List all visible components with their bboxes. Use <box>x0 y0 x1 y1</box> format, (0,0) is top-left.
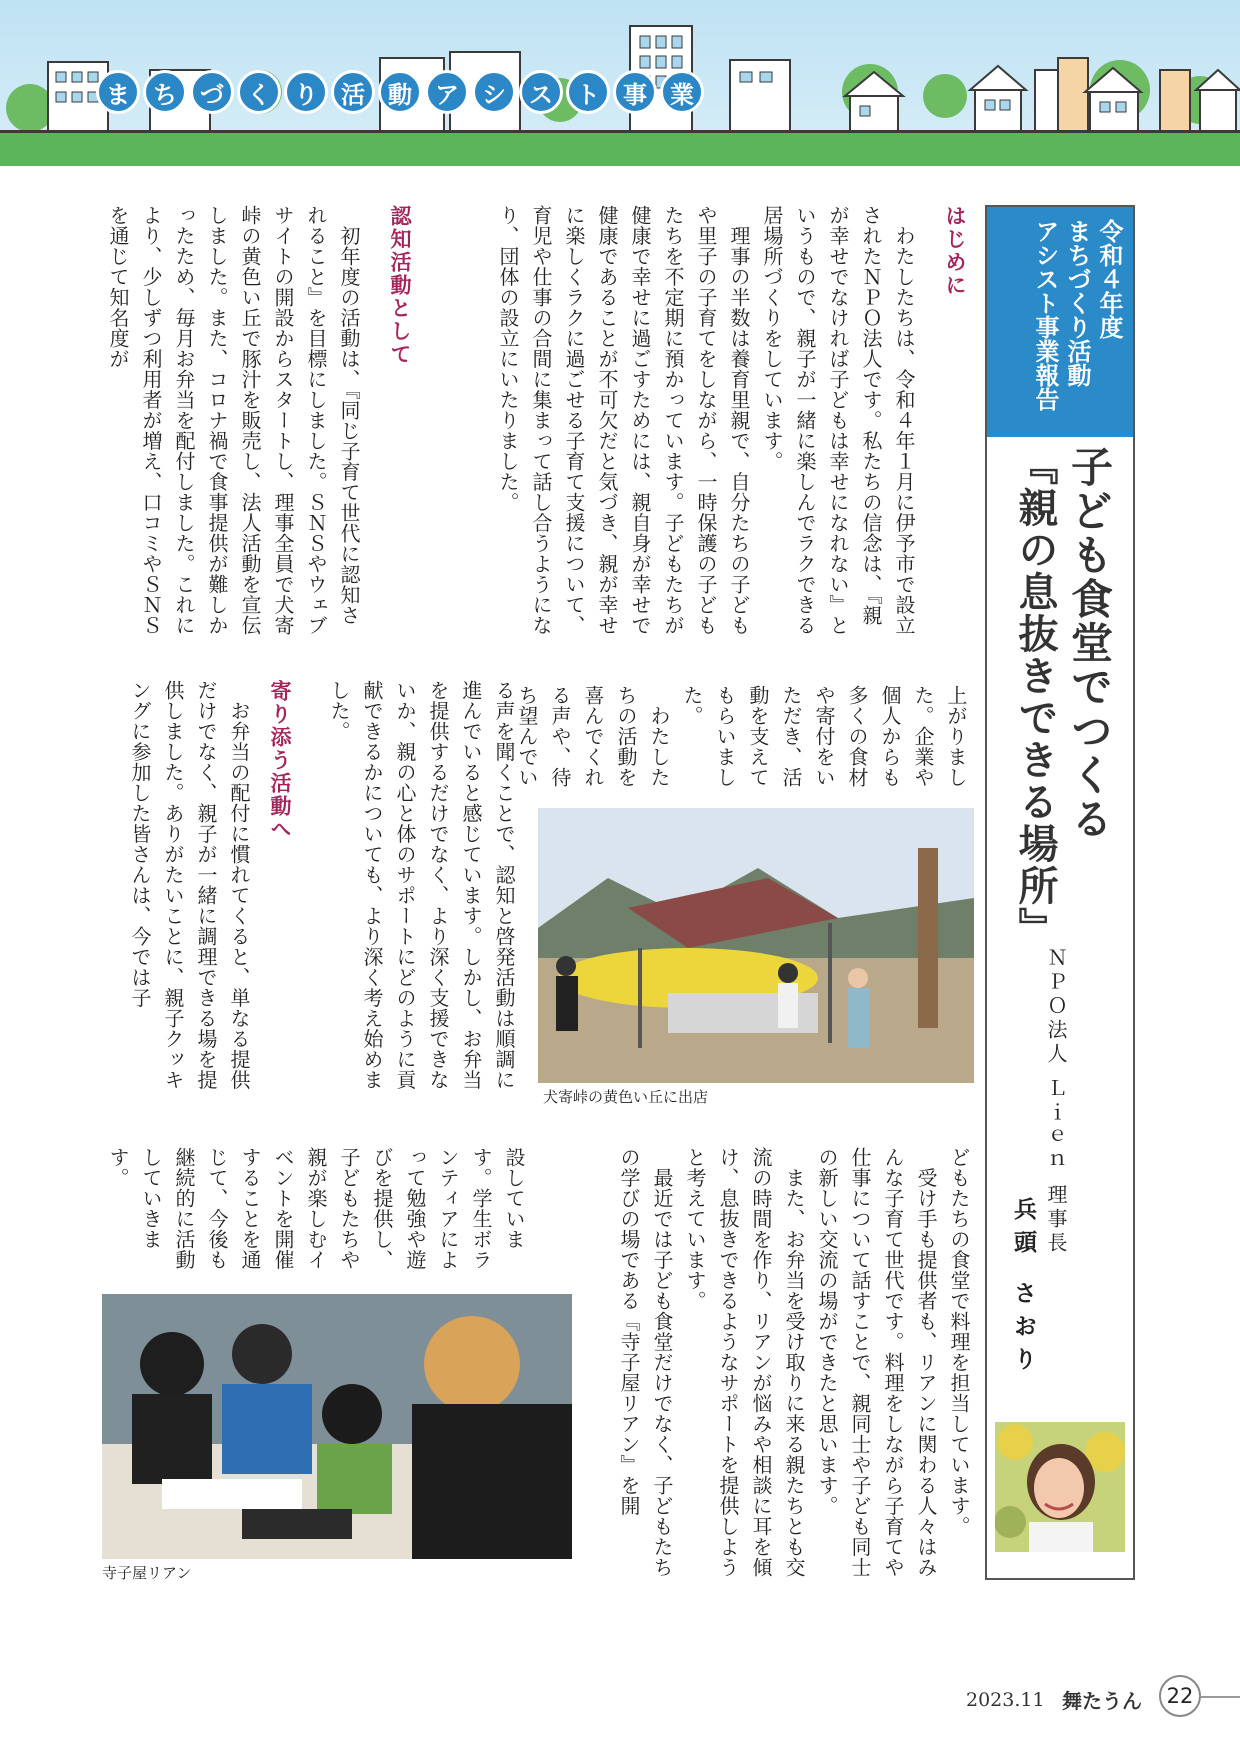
banner-char-badge: 事 <box>613 70 657 114</box>
banner-char-badge: ト <box>566 70 610 114</box>
community-body: どもたちの食堂で料理を担当しています。 受け手も提供者も、リアンに関わる人々はみんな子育て世代です。料理をしながら子育てや仕事について話すことで、親同士や子ども同士の新しい交流の場ができたと思います。 また、お弁当を受け取りに来る親たちとも交流の時間を作り、リアンが悩みや相談に耳を傾け、息抜きできるようなサポートを提供しようと考えています。 最近では子ども食堂だけでなく、子どもたちの学びの場である『寺子屋リアン』を開 <box>617 1147 971 1578</box>
banner-title <box>96 70 704 114</box>
activity-body-lower: る声を聞くことで、認知と啓発活動は順調に進んでいると感じています。しかし、お弁当を提供するだけでなく、より深く支援できないか、親の心と体のサポートにどのように貢献できるかについても、より深く考え始めました。 <box>327 680 516 1090</box>
market-photo-caption: 犬寄峠の黄色い丘に出店 <box>543 1088 709 1106</box>
banner-char-badge: シ <box>472 70 516 114</box>
activity-body-upper: 上がりました。企業や個人からも多くの食材や寄付をいただき、活動を支えてもらいました。 わたしたちの活動を喜んでくれる声や、待ち望んでい <box>515 685 968 788</box>
footer-rule <box>1201 1696 1240 1698</box>
banner-char-badge: 活 <box>331 70 375 114</box>
author-name: 兵頭 さおり <box>1010 1197 1036 1381</box>
article-title-line2: 『親の息抜きできる場所』 <box>1012 445 1059 949</box>
terakoya-body: 設していま す。学生ボランティアによって勉強や遊びを提供し、子どもたちや親が楽しむイベントを開催することを通じて、今後も継続的に活動していきます。 <box>106 1147 526 1270</box>
banner-char-badge: ち <box>143 70 187 114</box>
banner-char-badge: ス <box>519 70 563 114</box>
recognition-body: 初年度の活動は、『同じ子育て世代に認知されること』を目標にしました。ＳＮＳやウェブサイトの開設からスタートし、理事全員で犬寄峠の黄色い丘で豚汁を販売し、法人活動を宣伝しました。また、コロナ禍で食事提供が難しかったため、毎月お弁当を配付しました。これにより、少しずつ利用者が増え、口コミやＳＮＳを通じて知名度が <box>106 205 361 636</box>
section-heading-support: 寄り添う活動へ <box>268 680 292 841</box>
banner-char-badge: 動 <box>378 70 422 114</box>
banner-char-badge: ま <box>96 70 140 114</box>
category-label: 令和４年度 まちづくり活動 アシスト事業報告 <box>1031 219 1123 411</box>
intro-body: わたしたちは、令和４年１月に伊予市で設立されたＮＰＯ法人です。私たちの信念は、『親が幸せでなければ子どもは幸せになれない』というもので、親子が一緒に楽しんでラクできる居場所づくりをしています。 理事の半数は養育里親で、自分たちの子どもや里子の子育てをしながら、一時保護の子どもたちを不定期に預かっています。子どもたちが健康で幸せに過ごすためには、親自身が幸せで健康であることが不可欠だと気づき、親が幸せに楽しくラクに過ごせる子育て支援について、育児や仕事の合間に集まって話し合うようになり、団体の設立にいたりました。 <box>496 205 916 636</box>
section-heading-recognition: 認知活動として <box>388 205 412 366</box>
header-banner <box>0 0 1240 166</box>
magazine-logo: 舞たうん <box>1062 1689 1142 1713</box>
article-title-panel <box>985 205 1135 1580</box>
banner-char-badge: り <box>284 70 328 114</box>
article-title-line1: 子ども食堂でつくる <box>1065 445 1114 841</box>
banner-char-badge: づ <box>190 70 234 114</box>
banner-char-badge: ア <box>425 70 469 114</box>
support-body: お弁当の配付に慣れてくると、単なる提供だけでなく、親子が一緒に調理できる場を提供しました。ありがたいことに、親子クッキングに参加した皆さんは、今では子 <box>128 680 251 1090</box>
category-banner <box>987 207 1133 437</box>
issue-date: 2023.11 <box>966 1689 1045 1711</box>
author-portrait <box>995 1422 1125 1552</box>
terakoya-photo <box>102 1294 572 1559</box>
author-organization: ＮＰＯ法人 Ｌｉｅｎ 理事長 <box>1044 947 1068 1256</box>
page-number: 22 <box>1159 1675 1201 1717</box>
terakoya-photo-caption: 寺子屋リアン <box>102 1564 192 1582</box>
market-stall-photo <box>538 808 974 1083</box>
banner-char-badge: 業 <box>660 70 704 114</box>
section-heading-intro: はじめに <box>943 205 967 297</box>
banner-char-badge: く <box>237 70 281 114</box>
